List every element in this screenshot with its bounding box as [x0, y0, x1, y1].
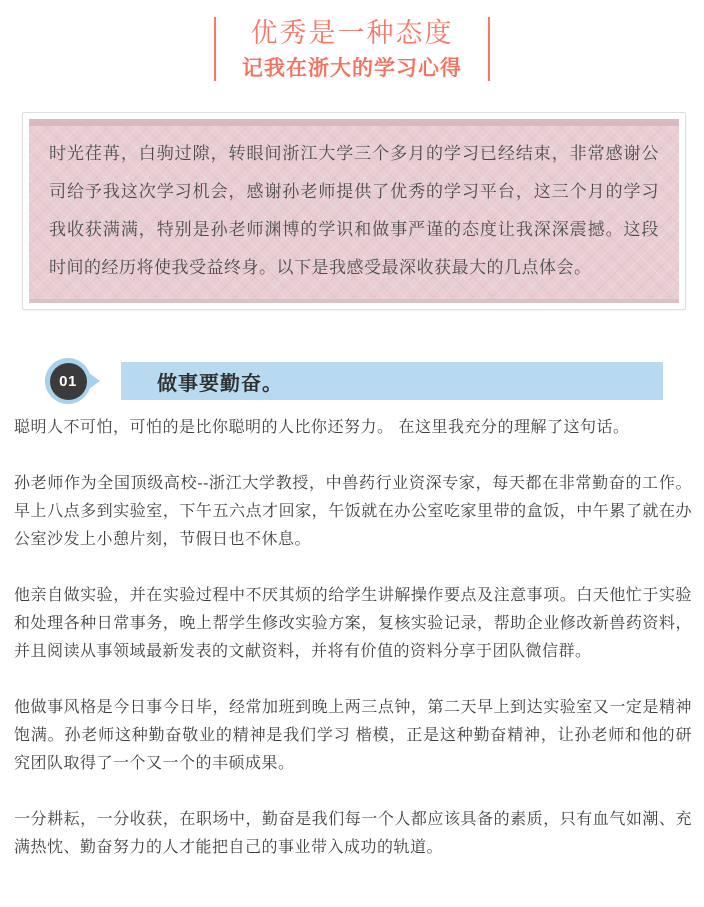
- paragraph-5: 一分耕耘，一分收获，在职场中，勤奋是我们每一个人都应该具备的素质，只有血气如潮、充满热忱、勤奋努力的人才能把自己的事业带入成功的轨道。: [14, 811, 692, 856]
- intro-text: 时光荏苒，白驹过隙，转眼间浙江大学三个多月的学习已经结束，非常感谢公司给予我这次学习机会，感谢孙老师提供了优秀的学习平台，这三个月的学习我收获满满，特别是孙老师渊博的学识和做事严谨的态度让我深深震撼。这段时间的经历将使我受益终身。以下是我感受最深收获最大的几点体会。: [49, 144, 659, 277]
- page-header: [0, 0, 704, 90]
- paragraph-2: 孙老师作为全国顶级高校--浙江大学教授，中兽药行业资深专家，每天都在非常勤奋的工作。早上八点多到实验室，下午五六点才回家，午饭就在办公室吃家里带的盒饭，中午累了就在办公室沙发上小憩片刻，节假日也不休息。: [14, 475, 692, 548]
- title-block: [230, 16, 474, 83]
- article-body: [14, 414, 692, 862]
- left-accent-bar: [214, 17, 216, 81]
- right-accent-bar: [488, 17, 490, 81]
- section-title: 做事要勤奋。: [157, 372, 283, 395]
- section-number: 01: [50, 363, 87, 400]
- paragraph-4: 他做事风格是今日事今日毕，经常加班到晚上两三点钟，第二天早上到达实验室又一定是精神饱满。孙老师这种勤奋敬业的精神是我们学习 楷模，正是这种勤奋精神，让孙老师和他的研究团队取得了一个又一个的丰硕成果。: [14, 699, 692, 772]
- intro-card-inner: [29, 119, 679, 303]
- section-number-badge: [45, 358, 91, 404]
- intro-card: [22, 112, 686, 310]
- page-title: 优秀是一种态度: [250, 17, 454, 48]
- page-subtitle: 记我在浙大的学习心得: [242, 56, 462, 80]
- section-header: [45, 358, 663, 404]
- paragraph-1: 聪明人不可怕，可怕的是比你聪明的人比你还努力。 在这里我充分的理解了这句话。: [14, 419, 630, 436]
- section-banner: [121, 362, 663, 400]
- badge-arrow-icon: [89, 373, 100, 389]
- paragraph-3: 他亲自做实验，并在实验过程中不厌其烦的给学生讲解操作要点及注意事项。白天他忙于实验和处理各种日常事务，晚上帮学生修改实验方案，复核实验记录，帮助企业修改新兽药资料，并且阅读从事领域最新发表的文献资料，并将有价值的资料分享于团队微信群。: [14, 587, 692, 660]
